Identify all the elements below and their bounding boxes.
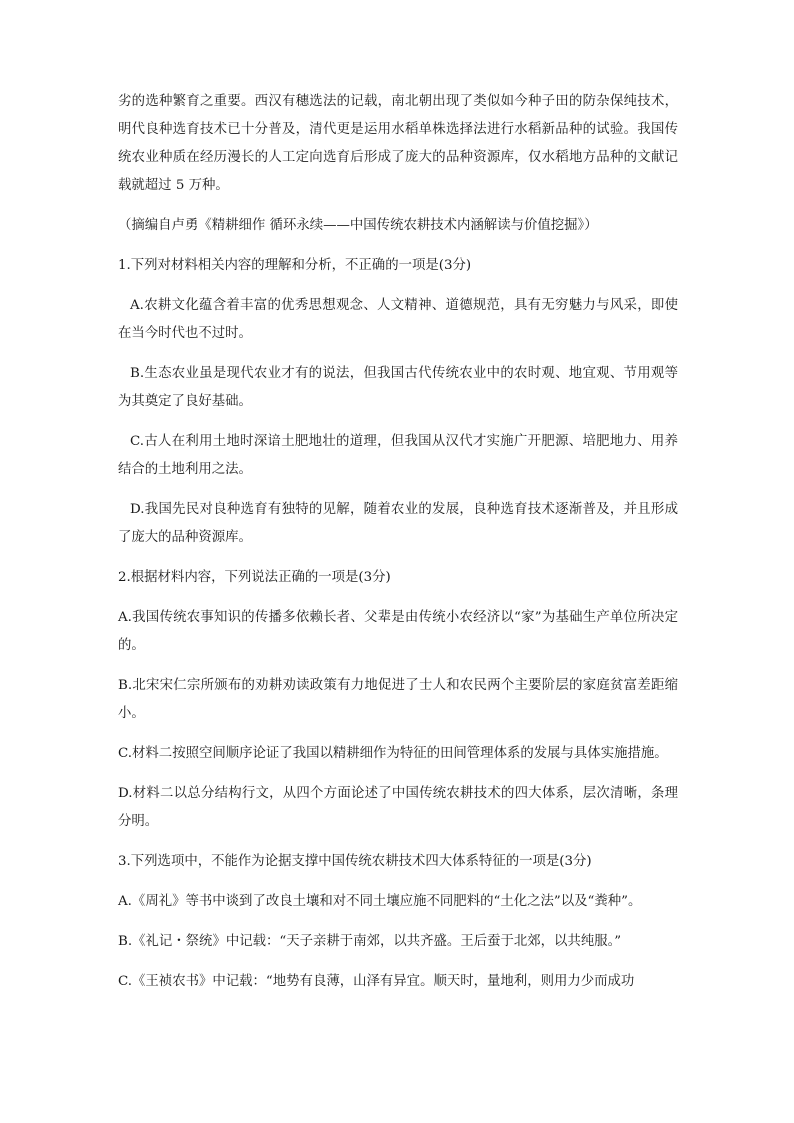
question-2-option-a: A.我国传统农事知识的传播多依赖长者、父辈是由传统小农经济以“家”为基础生产单位所决定的。 [118,610,678,653]
source-citation: （摘编自卢勇《精耕细作 循环永续——中国传统农耕技术内涵解读与价值挖掘》） [118,218,598,233]
question-3-option-a: A.《周礼》等书中谈到了改良土壤和对不同土壤应施不同肥料的“土化之法”以及“粪种”。 [118,894,642,909]
question-2-stem: 2.根据材料内容，下列说法正确的一项是(3分) [118,570,391,585]
question-1-option-d: D.我国先民对良种选育有独特的见解，随着农业的发展，良种选育技术逐渐普及，并且形成了庞大的品种资源库。 [118,502,678,545]
question-3-stem: 3.下列选项中，不能作为论据支撑中国传统农耕技术四大体系特征的一项是(3分) [118,854,592,869]
question-3-option-b: B.《礼记・祭统》中记载：“天子亲耕于南郊，以共齐盛。王后蚕于北郊，以共纯服。” [118,934,622,949]
question-2 [118,564,678,836]
document-page [118,88,678,1008]
question-1-stem: 1.下列对材料相关内容的理解和分析，不正确的一项是(3分) [118,258,472,273]
intro-paragraph: 劣的选种繁育之重要。西汉有穗选法的记载，南北朝出现了类似如今种子田的防杂保纯技术，明代良种选育技术已十分普及，清代更是运用水稻单株选择法进行水稻新品种的试验。我国传统农业种质在经历漫长的人工定向选育后形成了庞大的品种资源库，仅水稻地方品种的文献记载就超过 5 万种。 [118,94,678,193]
question-3-option-c: C.《王祯农书》中记载：“地势有良薄，山泽有异宜。顺天时，量地利，则用力少而成功 [118,974,635,989]
question-2-option-d: D.材料二以总分结构行文，从四个方面论述了中国传统农耕技术的四大体系，层次清晰，条理分明。 [118,786,678,829]
question-2-option-c: C.材料二按照空间顺序论证了我国以精耕细作为特征的田间管理体系的发展与具体实施措施。 [118,746,668,761]
question-1 [118,252,678,552]
question-2-option-b: B.北宋宋仁宗所颁布的劝耕劝读政策有力地促进了士人和农民两个主要阶层的家庭贫富差距缩小。 [118,678,678,721]
question-1-option-a: A.农耕文化蕴含着丰富的优秀思想观念、人文精神、道德规范，具有无穷魅力与风采，即使在当今时代也不过时。 [118,298,678,341]
question-1-option-c: C.古人在利用土地时深谙土肥地壮的道理，但我国从汉代才实施广开肥源、培肥地力、用养结合的土地利用之法。 [118,434,678,477]
question-1-option-b: B.生态农业虽是现代农业才有的说法，但我国古代传统农业中的农时观、地宜观、节用观等为其奠定了良好基础。 [118,366,678,409]
question-3 [118,848,678,996]
